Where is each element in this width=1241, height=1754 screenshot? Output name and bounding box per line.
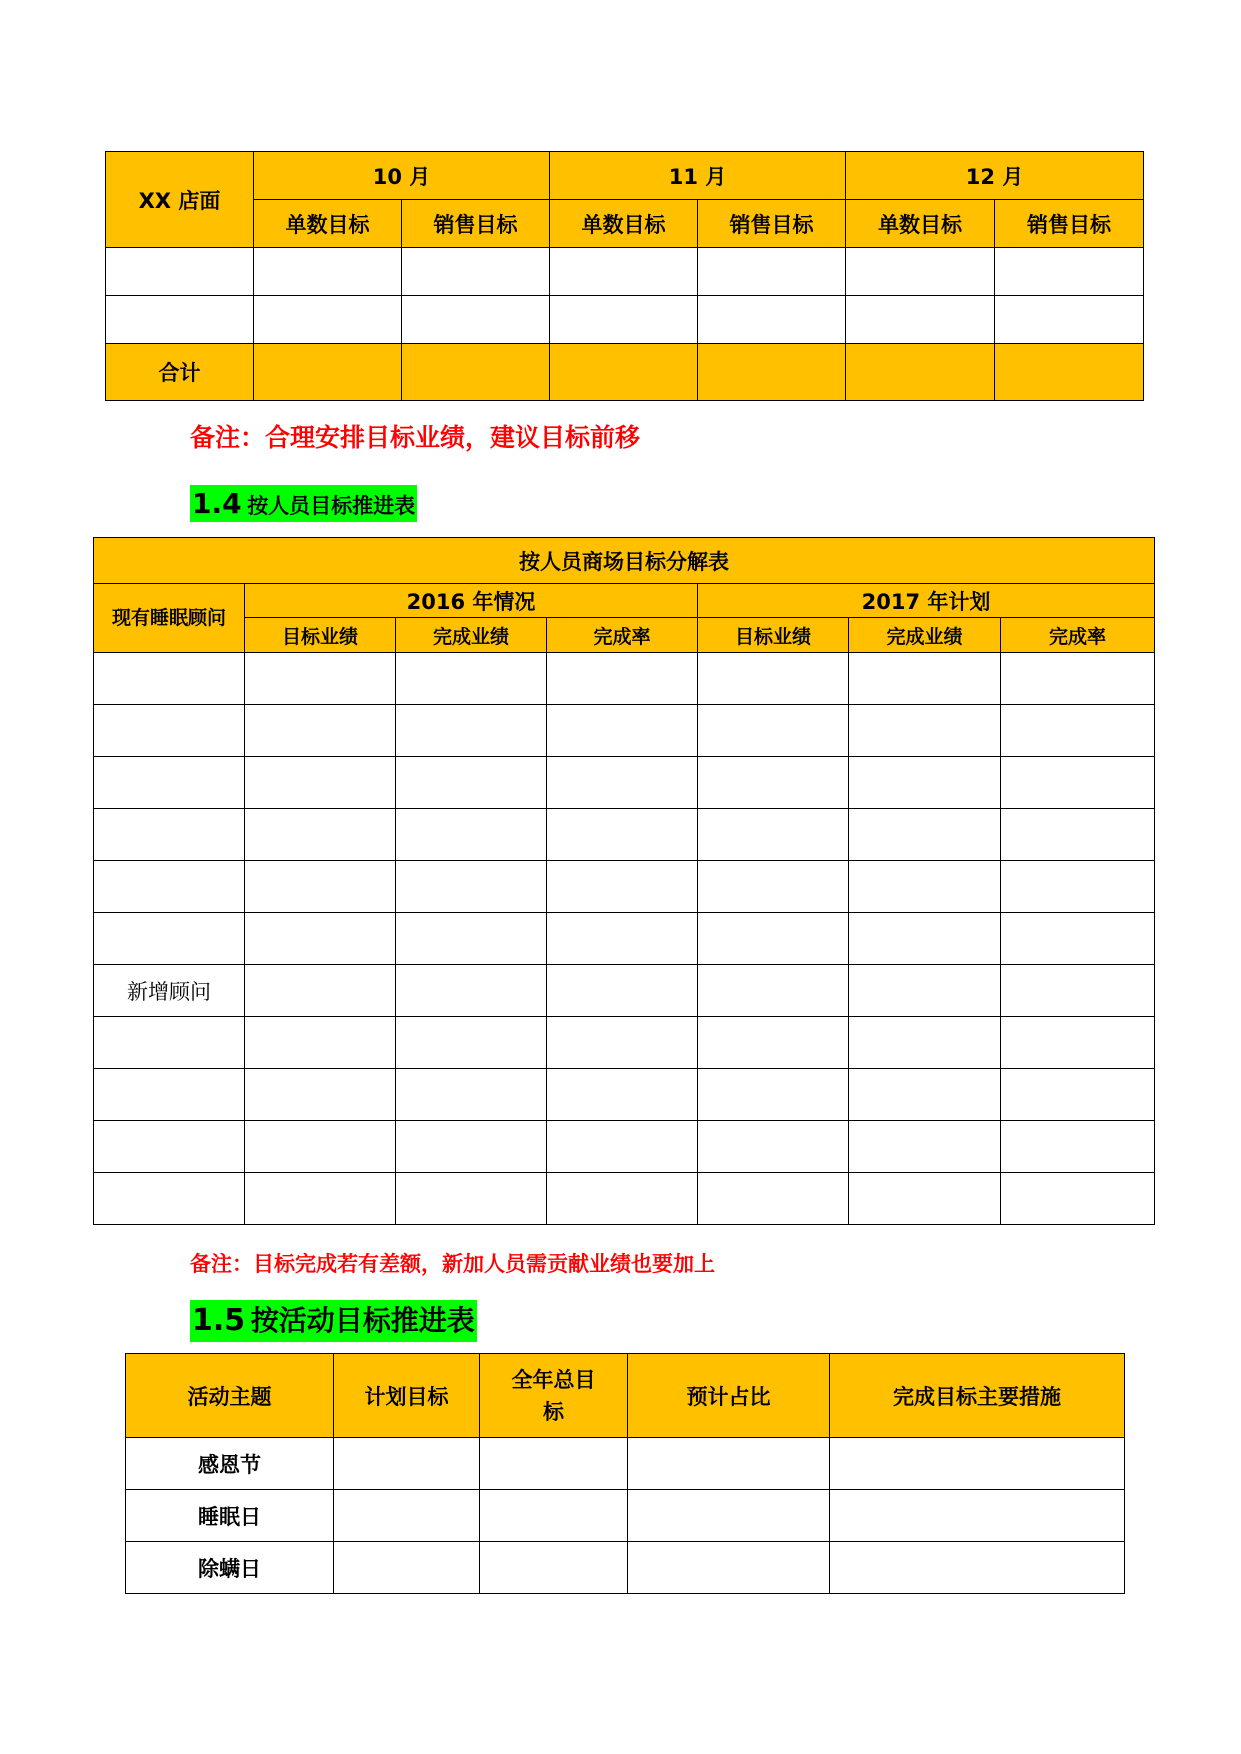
sub-header: 单数目标: [550, 200, 698, 248]
table-cell[interactable]: [698, 965, 849, 1017]
table-cell[interactable]: [849, 653, 1001, 705]
table-cell[interactable]: [830, 1490, 1125, 1542]
table-cell[interactable]: [849, 965, 1001, 1017]
column-header: 计划目标: [334, 1354, 480, 1438]
table-cell[interactable]: [396, 1069, 547, 1121]
table-cell[interactable]: [245, 653, 396, 705]
table-cell[interactable]: [94, 1069, 245, 1121]
activity-name: 除螨日: [126, 1542, 334, 1594]
note-1: 备注：合理安排目标业绩，建议目标前移: [190, 423, 641, 452]
section-heading-1-4: [190, 485, 417, 522]
table-cell[interactable]: [396, 653, 547, 705]
table-cell[interactable]: [334, 1490, 480, 1542]
sub-header: 目标业绩: [698, 618, 849, 653]
table-cell[interactable]: [846, 296, 995, 344]
table-cell[interactable]: [547, 1017, 698, 1069]
table-cell[interactable]: [550, 344, 698, 401]
table-cell[interactable]: [94, 1017, 245, 1069]
table-cell[interactable]: [995, 296, 1144, 344]
table-row: [94, 809, 1155, 861]
monthly-target-table: [105, 151, 1144, 401]
table-cell[interactable]: [550, 296, 698, 344]
table-cell[interactable]: [628, 1438, 830, 1490]
table-cell[interactable]: [849, 809, 1001, 861]
table-title: 按人员商场目标分解表: [94, 538, 1155, 584]
table-cell[interactable]: [402, 296, 550, 344]
table-cell[interactable]: [547, 653, 698, 705]
sub-header: 目标业绩: [245, 618, 396, 653]
table-cell[interactable]: [254, 296, 402, 344]
table-row: [94, 757, 1155, 809]
table-row: [94, 965, 1155, 1017]
table-row: [94, 913, 1155, 965]
total-label: 合计: [106, 344, 254, 401]
table-cell[interactable]: [698, 913, 849, 965]
table-cell[interactable]: [396, 1173, 547, 1225]
year-header-2017: 2017 年计划: [698, 584, 1155, 618]
table-cell[interactable]: [1001, 809, 1155, 861]
sub-header: 销售目标: [402, 200, 550, 248]
sub-header: 单数目标: [846, 200, 995, 248]
table-cell[interactable]: [396, 809, 547, 861]
table-row: [106, 296, 1144, 344]
table-row: [106, 248, 1144, 296]
month-header: 10 月: [254, 152, 550, 200]
table-row: [94, 1069, 1155, 1121]
column-header: 预计占比: [628, 1354, 830, 1438]
table-cell[interactable]: [245, 1069, 396, 1121]
table-cell[interactable]: [849, 1069, 1001, 1121]
sub-header: 完成率: [547, 618, 698, 653]
activity-name: 睡眠日: [126, 1490, 334, 1542]
table-row: [94, 1173, 1155, 1225]
table-cell[interactable]: [94, 1173, 245, 1225]
table-cell[interactable]: [1001, 861, 1155, 913]
column-header: 全年总目标: [480, 1354, 628, 1438]
table-cell[interactable]: [547, 913, 698, 965]
table-cell[interactable]: [846, 344, 995, 401]
table-cell[interactable]: [547, 1121, 698, 1173]
table-cell[interactable]: [550, 248, 698, 296]
table-cell[interactable]: [245, 705, 396, 757]
table-row: [94, 705, 1155, 757]
table-cell[interactable]: [698, 705, 849, 757]
column-header: 完成目标主要措施: [830, 1354, 1125, 1438]
month-header: 11 月: [550, 152, 846, 200]
table-cell[interactable]: [547, 861, 698, 913]
table-cell[interactable]: [846, 248, 995, 296]
table-cell[interactable]: [245, 861, 396, 913]
table-cell[interactable]: [830, 1438, 1125, 1490]
month-header: 12 月: [846, 152, 1144, 200]
store-header: XX 店面: [106, 152, 254, 248]
table-cell[interactable]: [94, 1121, 245, 1173]
table-cell[interactable]: [480, 1542, 628, 1594]
table-cell[interactable]: [1001, 965, 1155, 1017]
total-row: [106, 344, 1144, 401]
table-cell[interactable]: [547, 757, 698, 809]
table-row: [94, 1121, 1155, 1173]
section-title: 按人员目标推进表: [247, 494, 416, 518]
table-cell[interactable]: [245, 757, 396, 809]
table-cell[interactable]: [698, 757, 849, 809]
table-cell[interactable]: [1001, 913, 1155, 965]
table-cell[interactable]: [698, 809, 849, 861]
table-cell[interactable]: [396, 705, 547, 757]
sub-header: 完成业绩: [849, 618, 1001, 653]
table-cell[interactable]: [245, 965, 396, 1017]
table-cell[interactable]: [106, 248, 254, 296]
table-row: [94, 1017, 1155, 1069]
table-cell[interactable]: [849, 1121, 1001, 1173]
table-cell[interactable]: [1001, 757, 1155, 809]
table-cell[interactable]: [698, 1017, 849, 1069]
table-cell[interactable]: [547, 809, 698, 861]
table-cell[interactable]: [995, 248, 1144, 296]
table-cell[interactable]: [698, 296, 846, 344]
table-cell[interactable]: [254, 344, 402, 401]
table-cell[interactable]: [94, 653, 245, 705]
table-cell[interactable]: [547, 1069, 698, 1121]
table-cell[interactable]: [1001, 1173, 1155, 1225]
column-header: 活动主题: [126, 1354, 334, 1438]
table-cell[interactable]: [698, 248, 846, 296]
table-cell[interactable]: [94, 809, 245, 861]
table-cell[interactable]: [480, 1438, 628, 1490]
table-cell[interactable]: [849, 1173, 1001, 1225]
table-cell[interactable]: [94, 861, 245, 913]
new-advisor-label: 新增顾问: [94, 965, 245, 1017]
section-number: 1.4: [192, 487, 242, 520]
section-heading-1-5: [190, 1300, 477, 1342]
table-cell[interactable]: [830, 1542, 1125, 1594]
table-cell[interactable]: [245, 1121, 396, 1173]
table-cell[interactable]: [698, 1121, 849, 1173]
table-cell[interactable]: [1001, 1121, 1155, 1173]
table-cell[interactable]: [245, 913, 396, 965]
table-cell[interactable]: [698, 861, 849, 913]
table-cell[interactable]: [849, 913, 1001, 965]
table-row: [94, 861, 1155, 913]
activity-target-table: [125, 1353, 1125, 1594]
table-cell[interactable]: [396, 757, 547, 809]
table-cell[interactable]: [698, 653, 849, 705]
table-cell[interactable]: [698, 344, 846, 401]
table-row: [126, 1438, 1125, 1490]
table-cell[interactable]: [396, 913, 547, 965]
table-cell[interactable]: [334, 1438, 480, 1490]
sub-header: 完成业绩: [396, 618, 547, 653]
table-cell[interactable]: [698, 1069, 849, 1121]
table-cell[interactable]: [1001, 1017, 1155, 1069]
table-cell[interactable]: [995, 344, 1144, 401]
activity-name: 感恩节: [126, 1438, 334, 1490]
table-cell[interactable]: [396, 1121, 547, 1173]
section-title: 按活动目标推进表: [250, 1304, 475, 1337]
year-header-2016: 2016 年情况: [245, 584, 698, 618]
table-cell[interactable]: [1001, 653, 1155, 705]
table-cell[interactable]: [849, 705, 1001, 757]
table-cell[interactable]: [547, 1173, 698, 1225]
table-cell[interactable]: [245, 1017, 396, 1069]
table-cell[interactable]: [628, 1490, 830, 1542]
table-cell[interactable]: [245, 1173, 396, 1225]
staff-target-table: [93, 537, 1155, 1225]
table-row: [94, 653, 1155, 705]
table-cell[interactable]: [849, 757, 1001, 809]
note-2: 备注：目标完成若有差额，新加人员需贡献业绩也要加上: [190, 1252, 715, 1276]
table-cell[interactable]: [547, 965, 698, 1017]
table-row: [126, 1542, 1125, 1594]
table-cell[interactable]: [94, 705, 245, 757]
table-cell[interactable]: [396, 861, 547, 913]
table-cell[interactable]: [396, 965, 547, 1017]
section-number: 1.5: [192, 1303, 246, 1338]
table-cell[interactable]: [628, 1542, 830, 1594]
table-row: [126, 1490, 1125, 1542]
table-cell[interactable]: [1001, 1069, 1155, 1121]
table-cell[interactable]: [396, 1017, 547, 1069]
table-cell[interactable]: [480, 1490, 628, 1542]
sub-header: 销售目标: [995, 200, 1144, 248]
table-cell[interactable]: [94, 757, 245, 809]
table-cell[interactable]: [94, 913, 245, 965]
table-cell[interactable]: [849, 1017, 1001, 1069]
sub-header: 销售目标: [698, 200, 846, 248]
table-cell[interactable]: [402, 248, 550, 296]
sub-header: 单数目标: [254, 200, 402, 248]
table-cell[interactable]: [849, 861, 1001, 913]
table-cell[interactable]: [254, 248, 402, 296]
table-cell[interactable]: [1001, 705, 1155, 757]
table-cell[interactable]: [547, 705, 698, 757]
table-cell[interactable]: [106, 296, 254, 344]
table-cell[interactable]: [245, 809, 396, 861]
sub-header: 完成率: [1001, 618, 1155, 653]
table-cell[interactable]: [402, 344, 550, 401]
table-cell[interactable]: [334, 1542, 480, 1594]
row-header: 现有睡眠顾问: [94, 584, 245, 653]
table-cell[interactable]: [698, 1173, 849, 1225]
